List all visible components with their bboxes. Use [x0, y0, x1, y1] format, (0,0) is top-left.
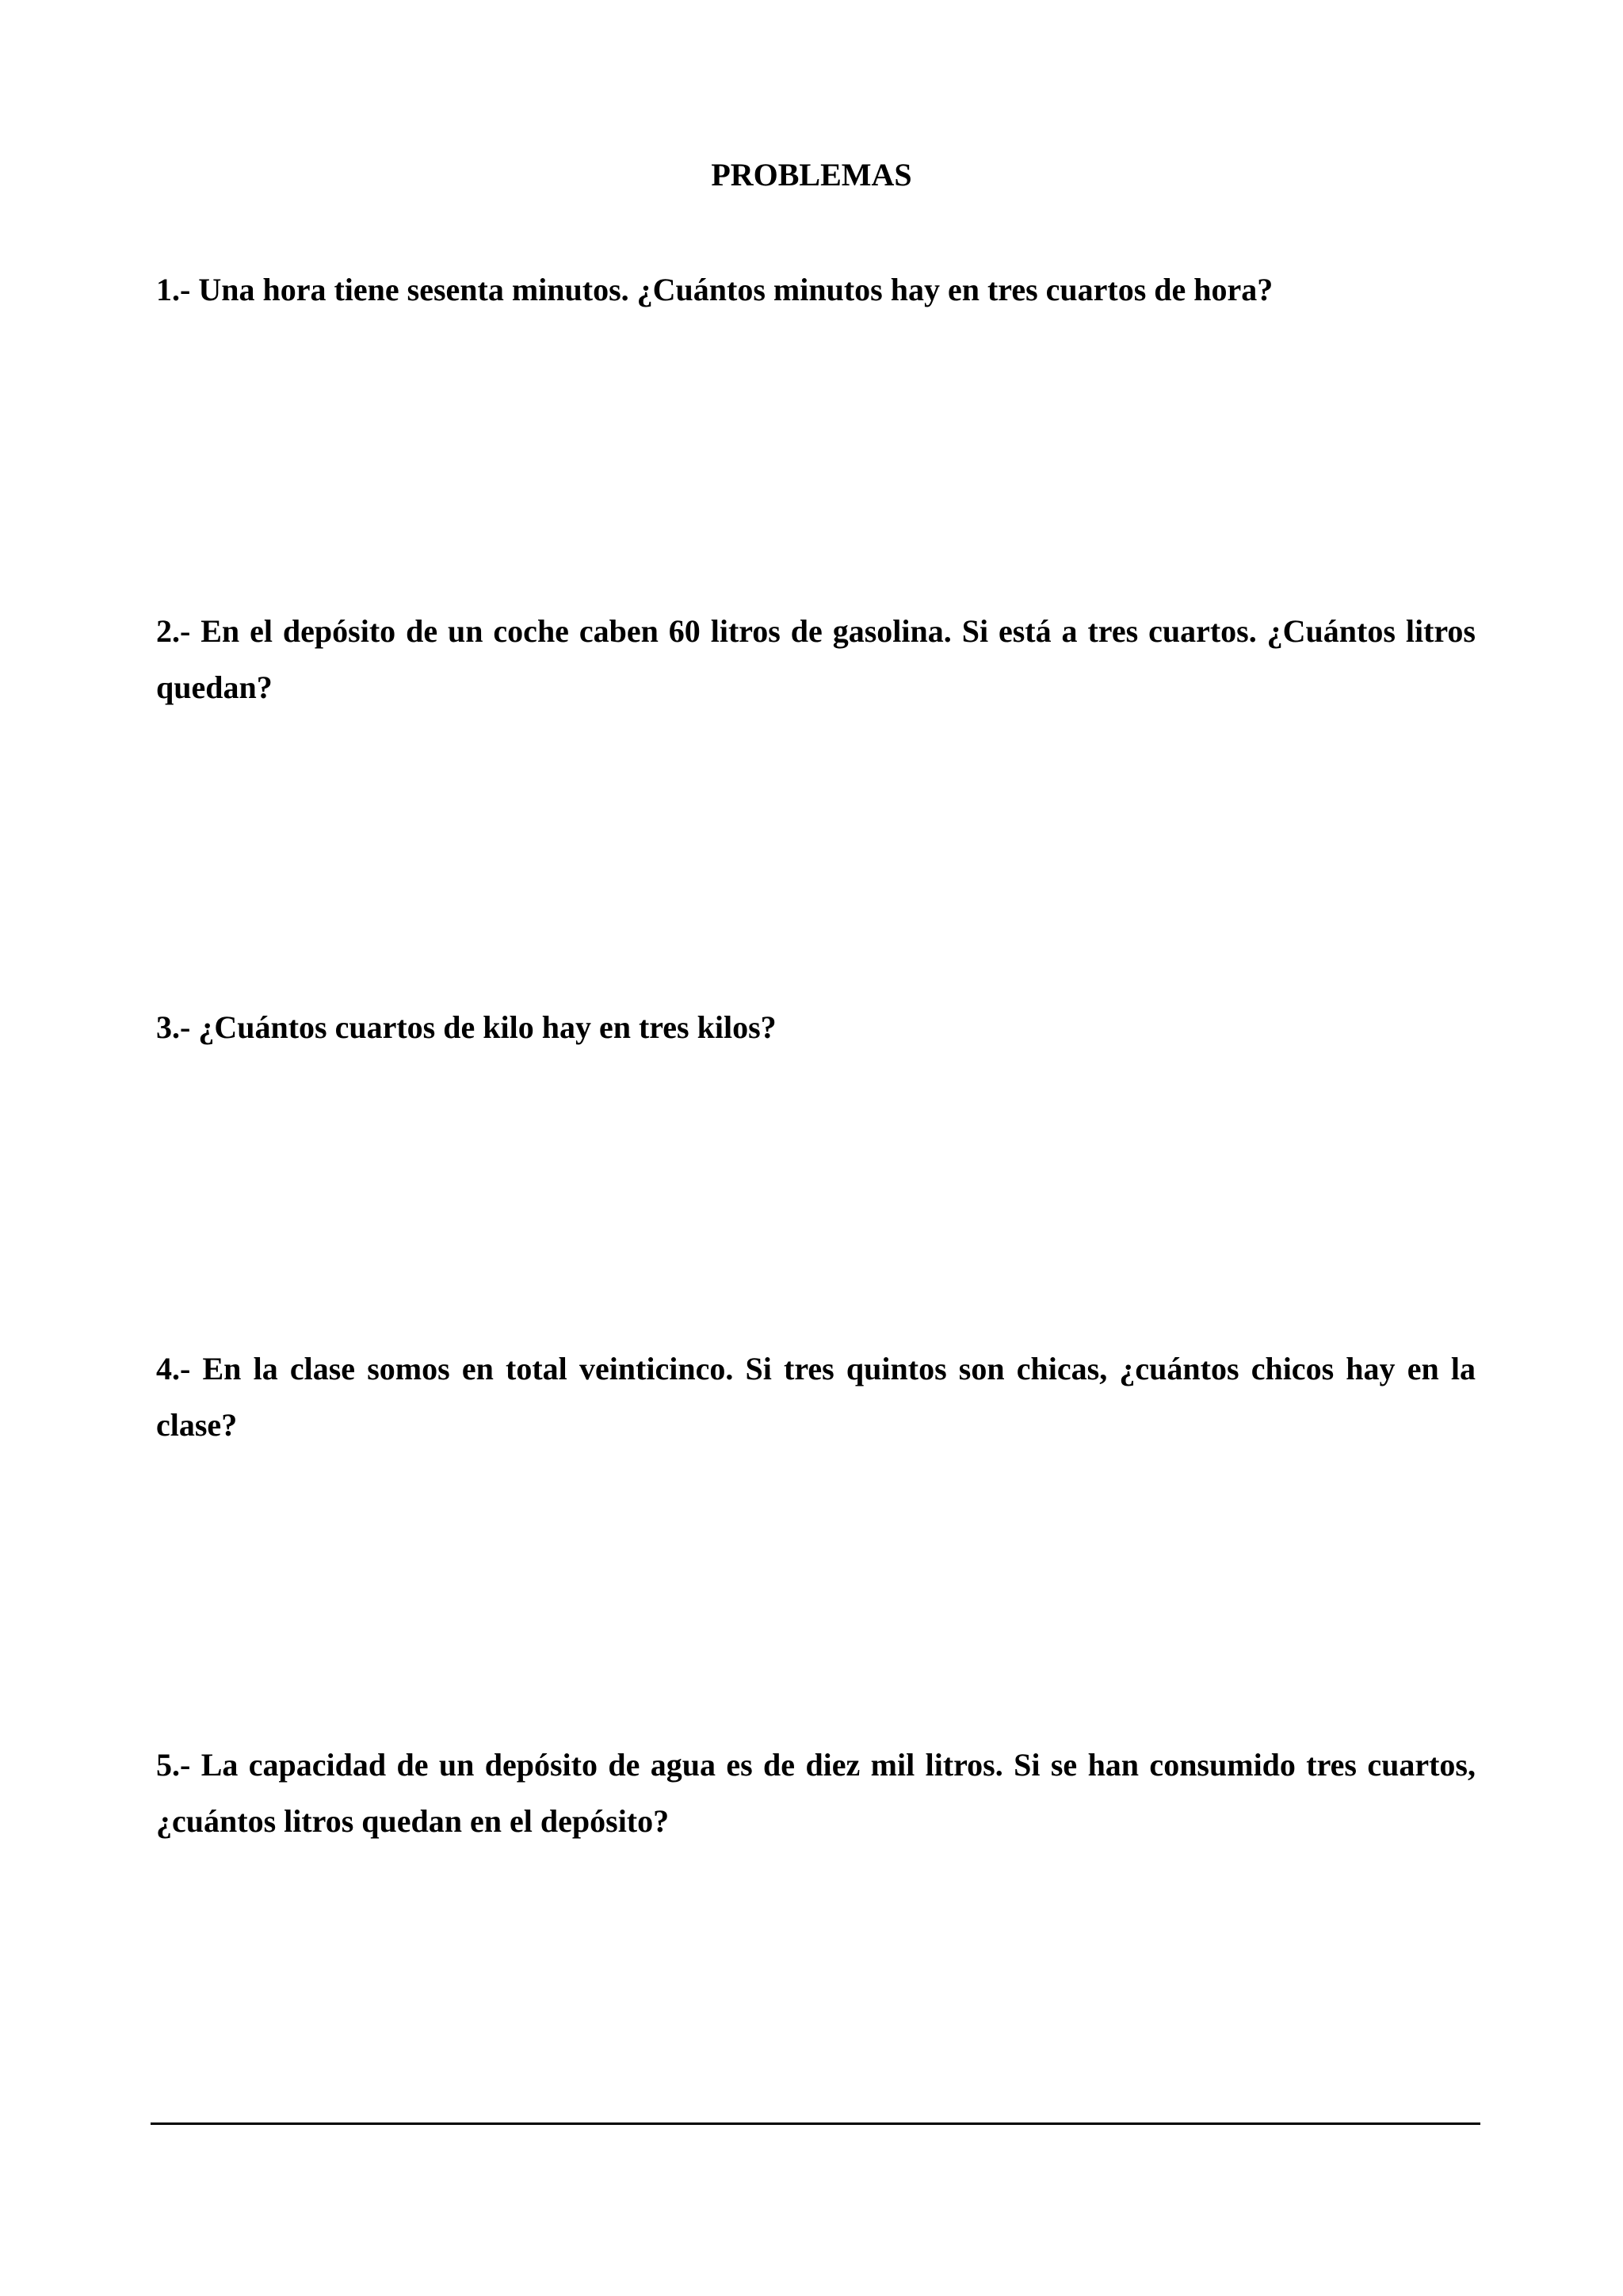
problem-2: 2.- En el depósito de un coche caben 60 litros de gasolina. Si está a tres cuartos. ¿Cuántos litros quedan? — [156, 613, 1476, 705]
footer-divider — [151, 2122, 1480, 2125]
problem-1: 1.- Una hora tiene sesenta minutos. ¿Cuántos minutos hay en tres cuartos de hora? — [156, 272, 1274, 307]
problem-5: 5.- La capacidad de un depósito de agua es de diez mil litros. Si se han consumido tres cuartos, ¿cuántos litros quedan en el depósito? — [156, 1747, 1476, 1839]
problem-4: 4.- En la clase somos en total veinticinco. Si tres quintos son chicas, ¿cuántos chicos hay en la clase? — [156, 1351, 1476, 1443]
page-title: PROBLEMAS — [711, 157, 912, 193]
problem-3: 3.- ¿Cuántos cuartos de kilo hay en tres kilos? — [156, 1009, 777, 1045]
